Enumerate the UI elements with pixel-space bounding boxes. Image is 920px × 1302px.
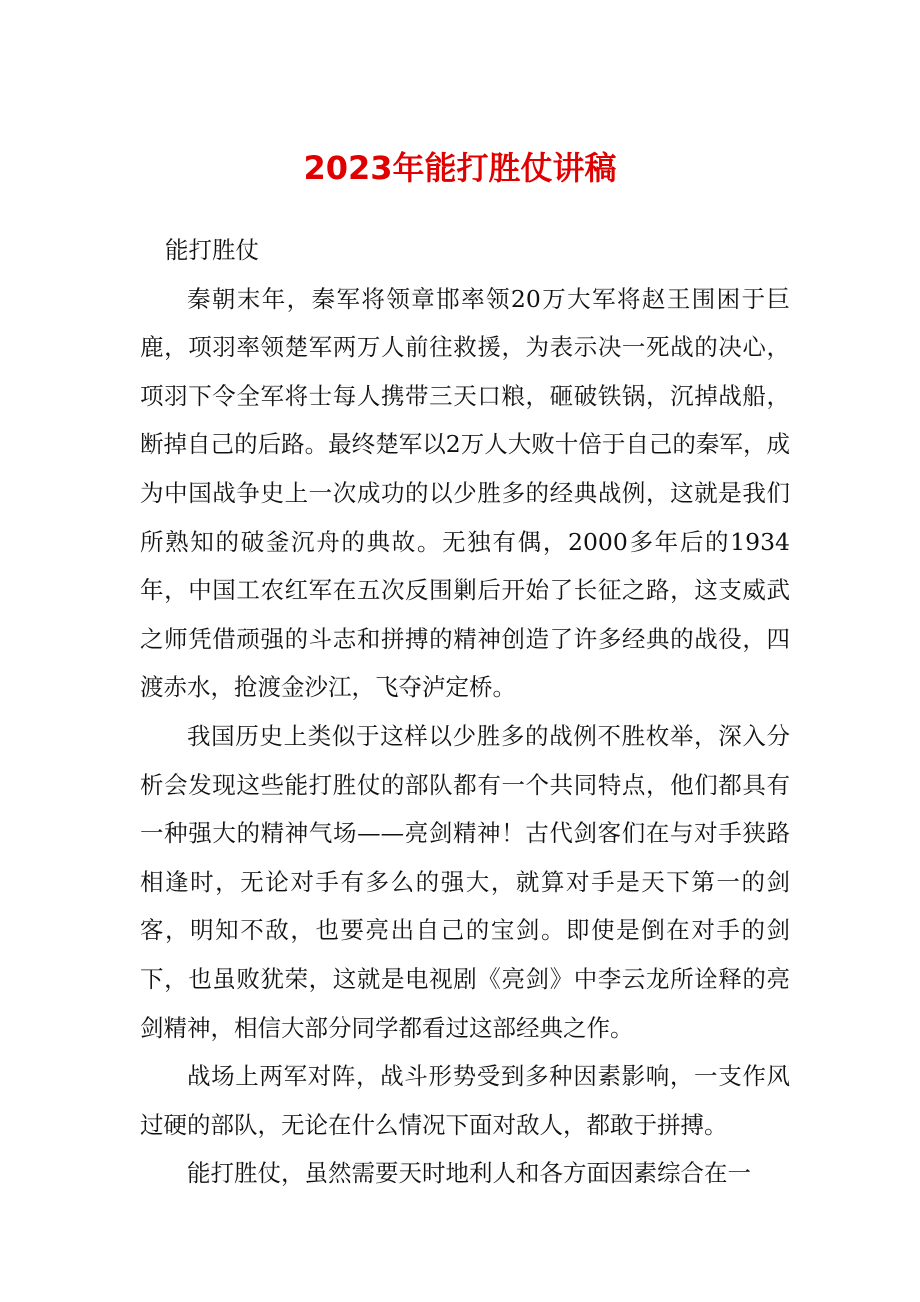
document-body <box>140 226 790 1198</box>
paragraph-3: 战场上两军对阵，战斗形势受到多种因素影响，一支作风过硬的部队，无论在什么情况下面对敌人，都敢于拼搏。 <box>140 1062 790 1139</box>
paragraph-2: 我国历史上类似于这样以少胜多的战例不胜枚举，深入分析会发现这些能打胜仗的部队都有一个共同特点，他们都具有一种强大的精神气场——亮剑精神！古代剑客们在与对手狭路相逢时，无论对手有多么的强大，就算对手是天下第一的剑客，明知不敌，也要亮出自己的宝剑。即使是倒在对手的剑下，也虽败犹荣，这就是电视剧《亮剑》中李云龙所诠释的亮剑精神，相信大部分同学都看过这部经典之作。 <box>140 721 790 1042</box>
document-title: 2023年能打胜仗讲稿 <box>303 149 617 187</box>
paragraph-1: 秦朝末年，秦军将领章邯率领20万大军将赵王围困于巨鹿，项羽率领楚军两万人前往救援，为表示决一死战的决心，项羽下令全军将士每人携带三天口粮，砸破铁锅，沉掉战船，断掉自己的后路。最终楚军以2万人大败十倍于自己的秦军，成为中国战争史上一次成功的以少胜多的经典战例，这就是我们所熟知的破釜沉舟的典故。无独有偶，2000多年后的1934年，中国工农红军在五次反围剿后开始了长征之路，这支威武之师凭借顽强的斗志和拼搏的精神创造了许多经典的战役，四渡赤水，抢渡金沙江，飞夺泸定桥。 <box>140 284 790 702</box>
paragraph-4: 能打胜仗，虽然需要天时地利人和各方面因素综合在一 <box>187 1159 751 1188</box>
section-subheading: 能打胜仗 <box>165 236 259 264</box>
